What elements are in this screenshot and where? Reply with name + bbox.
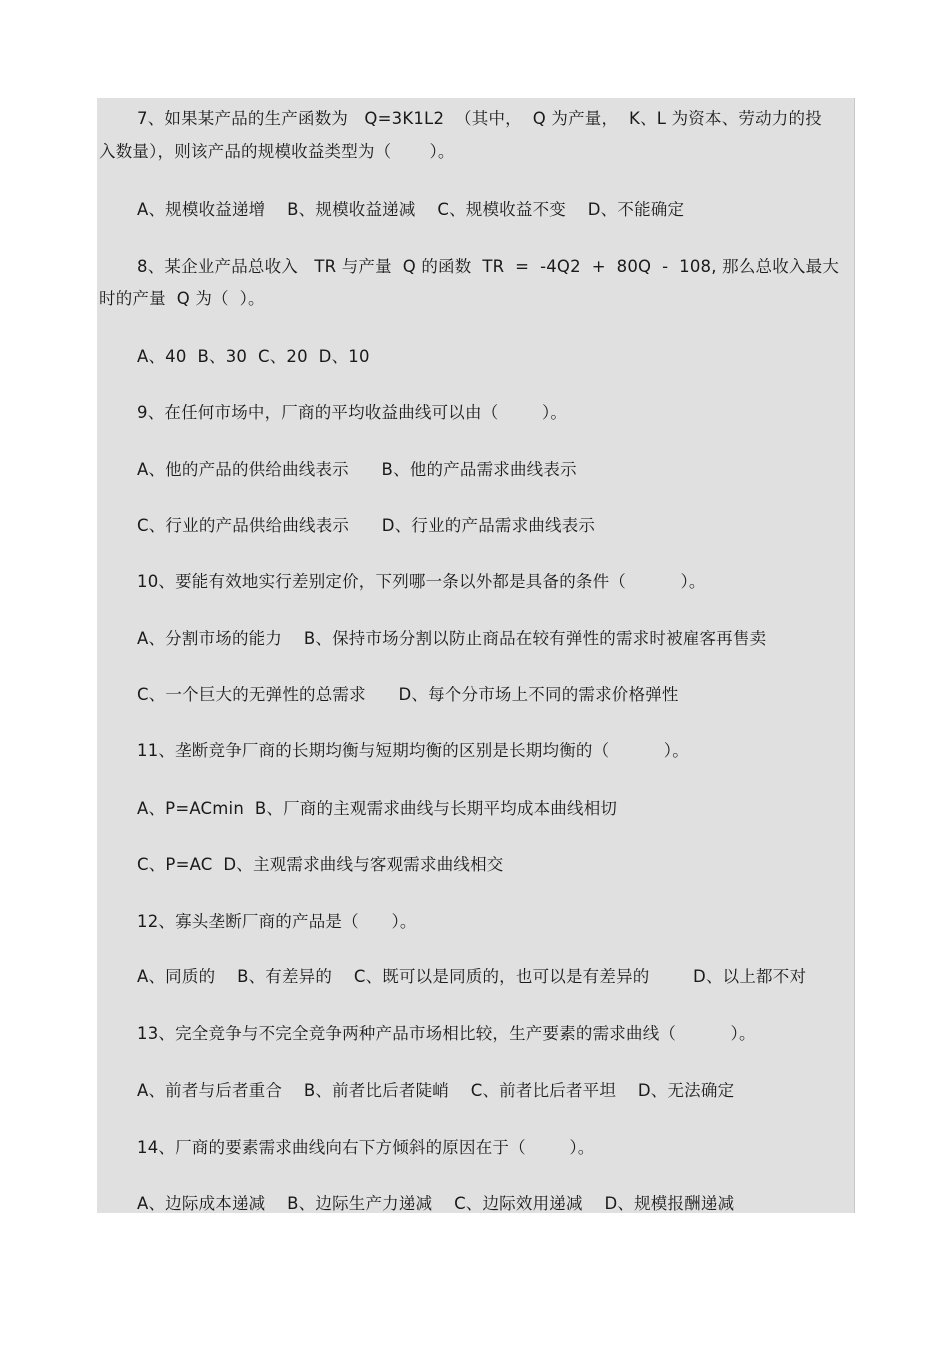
question-9-stem: 9、在任何市场中，厂商的平均收益曲线可以由（ ）。: [137, 403, 568, 422]
question-11-options-cd: C、P=AC D、主观需求曲线与客观需求曲线相交: [137, 855, 504, 874]
question-14-options: A、边际成本递减 B、边际生产力递减 C、边际效用递减 D、规模报酬递减: [137, 1194, 735, 1213]
question-9-options-ab: A、他的产品的供给曲线表示 B、他的产品需求曲线表示: [137, 460, 577, 479]
question-14-stem: 14、厂商的要素需求曲线向右下方倾斜的原因在于（ ）。: [137, 1138, 595, 1157]
question-10-stem: 10、要能有效地实行差别定价，下列哪一条以外都是具备的条件（ ）。: [137, 572, 706, 591]
question-12-options: A、同质的 B、有差异的 C、既可以是同质的，也可以是有差异的 D、以上都不对: [137, 967, 807, 986]
question-11-options-ab: A、P=ACmin B、厂商的主观需求曲线与长期平均成本曲线相切: [137, 799, 618, 818]
question-8-line-1: 8、某企业产品总收入 TR 与产量 Q 的函数 TR = -4Q2 + 80Q - 108, 那么总收入最大: [137, 257, 840, 276]
question-13-options: A、前者与后者重合 B、前者比后者陡峭 C、前者比后者平坦 D、无法确定: [137, 1081, 735, 1100]
question-7-options: A、规模收益递增 B、规模收益递减 C、规模收益不变 D、不能确定: [137, 200, 685, 219]
question-text-block: [97, 98, 855, 1213]
question-8-line-2: 时的产量 Q 为（ ）。: [99, 289, 265, 308]
question-8-options: A、40 B、30 C、20 D、10: [137, 347, 370, 366]
question-10-options-ab: A、分割市场的能力 B、保持市场分割以防止商品在较有弹性的需求时被雇客再售卖: [137, 629, 767, 648]
question-9-options-cd: C、行业的产品供给曲线表示 D、行业的产品需求曲线表示: [137, 516, 596, 535]
question-7-line-2: 入数量），则该产品的规模收益类型为（ ）。: [99, 142, 455, 161]
question-10-options-cd: C、一个巨大的无弹性的总需求 D、每个分市场上不同的需求价格弹性: [137, 685, 679, 704]
question-13-stem: 13、完全竞争与不完全竞争两种产品市场相比较，生产要素的需求曲线（ ）。: [137, 1024, 756, 1043]
question-7-line-1: 7、如果某产品的生产函数为 Q=3K1L2 （其中， Q 为产量， K、L 为资本、劳动力的投: [137, 109, 822, 128]
question-12-stem: 12、寡头垄断厂商的产品是（ ）。: [137, 912, 417, 931]
question-11-stem: 11、垄断竞争厂商的长期均衡与短期均衡的区别是长期均衡的（ ）。: [137, 741, 689, 760]
